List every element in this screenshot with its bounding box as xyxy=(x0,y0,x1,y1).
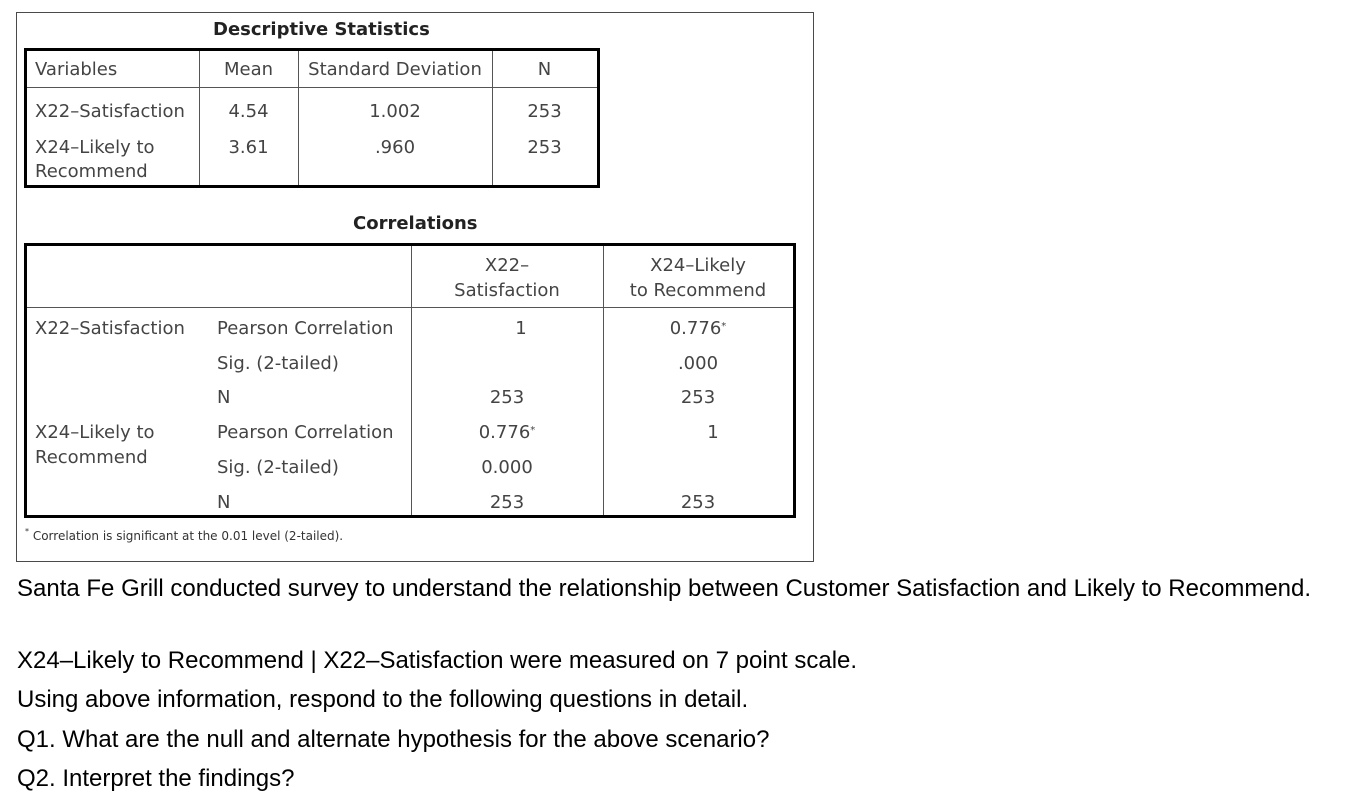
x24-value: 253 xyxy=(680,387,716,408)
stat-label: N xyxy=(217,387,231,408)
stat-label: Pearson Correlation xyxy=(217,318,394,339)
header-variables: Variables xyxy=(35,59,118,80)
col-header-x24-line2: to Recommend xyxy=(629,280,767,301)
x22-value: 1 xyxy=(515,318,527,339)
scale-text: X24–Likely to Recommend | X22–Satisfaction were measured on 7 point scale. xyxy=(17,647,858,674)
group-variable: X24–Likely to xyxy=(35,422,155,443)
row-mean: 3.61 xyxy=(228,137,269,158)
row-variable: X22–Satisfaction xyxy=(35,101,185,122)
row-mean: 4.54 xyxy=(228,101,269,122)
stat-label: Pearson Correlation xyxy=(217,422,394,443)
x22-value: 253 xyxy=(489,387,525,408)
x24-value: .000 xyxy=(677,353,719,374)
x22-value: 0.776* xyxy=(478,422,536,443)
descriptive-statistics-table xyxy=(24,48,600,188)
col-header-x24: X24–Likely xyxy=(650,255,746,276)
row-variable-line2: Recommend xyxy=(35,161,148,182)
significance-star: * xyxy=(530,425,536,436)
row-variable: X24–Likely to xyxy=(35,137,155,158)
x22-value: 0.000 xyxy=(481,457,533,478)
intro-text: Santa Fe Grill conducted survey to understand the relationship between Customer Satisfaction and Likely to Recommend. xyxy=(17,575,1312,602)
x24-value: 0.776* xyxy=(669,318,727,339)
header-n: N xyxy=(537,59,552,80)
x24-value: 1 xyxy=(707,422,719,443)
header-standard-deviation: Standard Deviation xyxy=(308,59,482,80)
correlations-table xyxy=(24,243,796,518)
correlations-title: Correlations xyxy=(353,213,478,234)
row-n: 253 xyxy=(527,101,562,122)
significance-footnote: * Correlation is significant at the 0.01 level (2-tailed). xyxy=(25,527,344,543)
row-sd: .960 xyxy=(374,137,416,158)
col-header-x22: X22– xyxy=(484,255,530,276)
x24-value: 253 xyxy=(680,492,716,513)
group-variable-line2: Recommend xyxy=(35,447,148,468)
instruction-text: Using above information, respond to the following questions in detail. xyxy=(17,686,749,713)
descriptive-statistics-title: Descriptive Statistics xyxy=(213,19,430,40)
col-header-x22-line2: Satisfaction xyxy=(454,280,560,301)
stat-label: N xyxy=(217,492,231,513)
row-n: 253 xyxy=(527,137,562,158)
group-variable: X22–Satisfaction xyxy=(35,318,185,339)
question-2: Q2. Interpret the findings? xyxy=(17,765,295,792)
statistics-output-panel xyxy=(16,12,814,562)
stat-label: Sig. (2-tailed) xyxy=(217,457,339,478)
header-mean: Mean xyxy=(223,59,274,80)
stat-label: Sig. (2-tailed) xyxy=(217,353,339,374)
row-sd: 1.002 xyxy=(369,101,421,122)
x22-value: 253 xyxy=(489,492,525,513)
question-1: Q1. What are the null and alternate hypothesis for the above scenario? xyxy=(17,726,770,753)
significance-star: * xyxy=(721,321,727,332)
